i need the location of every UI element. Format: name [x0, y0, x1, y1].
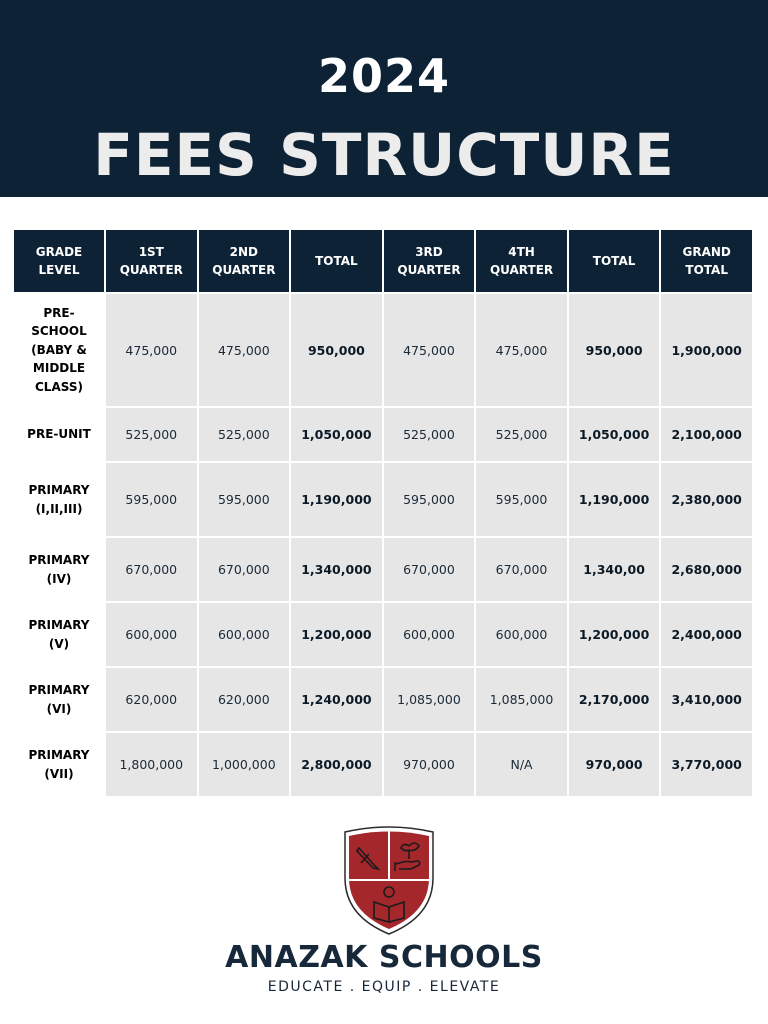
- col-header-total-1: TOTAL: [291, 230, 382, 294]
- grand-total-cell: 2,680,000: [661, 538, 752, 603]
- fees-table: [12, 230, 754, 798]
- total-1-cell: 1,340,000: [291, 538, 382, 603]
- school-name: ANAZAK SCHOOLS: [225, 940, 543, 975]
- q1-cell: 670,000: [106, 538, 197, 603]
- q4-cell: 475,000: [476, 294, 567, 408]
- grade-level-cell: PRIMARY (VII): [14, 733, 104, 798]
- q1-cell: 475,000: [106, 294, 197, 408]
- q1-cell: 620,000: [106, 668, 197, 733]
- page-title: FEES STRUCTURE: [93, 121, 675, 189]
- q2-cell: 525,000: [199, 408, 290, 463]
- total-1-cell: 1,190,000: [291, 463, 382, 538]
- table-row: [14, 603, 752, 668]
- total-1-cell: 1,240,000: [291, 668, 382, 733]
- grade-level-cell: PRIMARY (V): [14, 603, 104, 668]
- col-header-total-2: TOTAL: [569, 230, 660, 294]
- grand-total-cell: 2,380,000: [661, 463, 752, 538]
- q3-cell: 970,000: [384, 733, 475, 798]
- grade-level-cell: PRIMARY (IV): [14, 538, 104, 603]
- total-2-cell: 1,050,000: [569, 408, 660, 463]
- col-header-2nd-quarter: 2ND QUARTER: [199, 230, 290, 294]
- q4-cell: 1,085,000: [476, 668, 567, 733]
- total-1-cell: 1,050,000: [291, 408, 382, 463]
- total-2-cell: 970,000: [569, 733, 660, 798]
- grade-level-cell: PRE- SCHOOL (BABY & MIDDLE CLASS): [14, 294, 104, 408]
- grade-level-cell: PRIMARY (I,II,III): [14, 463, 104, 538]
- q4-cell: 670,000: [476, 538, 567, 603]
- q2-cell: 475,000: [199, 294, 290, 408]
- q3-cell: 600,000: [384, 603, 475, 668]
- table-row: [14, 408, 752, 463]
- table-row: [14, 538, 752, 603]
- col-header-grade-level: GRADE LEVEL: [14, 230, 104, 294]
- total-1-cell: 1,200,000: [291, 603, 382, 668]
- table-row: [14, 733, 752, 798]
- col-header-4th-quarter: 4TH QUARTER: [476, 230, 567, 294]
- col-header-1st-quarter: 1ST QUARTER: [106, 230, 197, 294]
- q3-cell: 475,000: [384, 294, 475, 408]
- q1-cell: 600,000: [106, 603, 197, 668]
- q4-cell: 525,000: [476, 408, 567, 463]
- q1-cell: 595,000: [106, 463, 197, 538]
- total-1-cell: 950,000: [291, 294, 382, 408]
- table-row: [14, 463, 752, 538]
- page-year: 2024: [317, 49, 451, 103]
- grand-total-cell: 3,410,000: [661, 668, 752, 733]
- school-motto: EDUCATE . EQUIP . ELEVATE: [267, 979, 501, 995]
- q4-cell: 595,000: [476, 463, 567, 538]
- total-1-cell: 2,800,000: [291, 733, 382, 798]
- col-header-3rd-quarter: 3RD QUARTER: [384, 230, 475, 294]
- q2-cell: 670,000: [199, 538, 290, 603]
- total-2-cell: 1,200,000: [569, 603, 660, 668]
- q2-cell: 620,000: [199, 668, 290, 733]
- total-2-cell: 2,170,000: [569, 668, 660, 733]
- q4-cell: N/A: [476, 733, 567, 798]
- header-banner: [0, 0, 768, 197]
- q1-cell: 525,000: [106, 408, 197, 463]
- q2-cell: 595,000: [199, 463, 290, 538]
- q2-cell: 1,000,000: [199, 733, 290, 798]
- q1-cell: 1,800,000: [106, 733, 197, 798]
- col-header-grand-total: GRAND TOTAL: [661, 230, 752, 294]
- q2-cell: 600,000: [199, 603, 290, 668]
- grand-total-cell: 2,400,000: [661, 603, 752, 668]
- grand-total-cell: 1,900,000: [661, 294, 752, 408]
- table-header-row: [14, 230, 752, 294]
- q3-cell: 595,000: [384, 463, 475, 538]
- grand-total-cell: 2,100,000: [661, 408, 752, 463]
- table-row: [14, 668, 752, 733]
- total-2-cell: 950,000: [569, 294, 660, 408]
- q3-cell: 670,000: [384, 538, 475, 603]
- q3-cell: 1,085,000: [384, 668, 475, 733]
- table-row: [14, 294, 752, 408]
- school-crest-logo: [341, 826, 437, 936]
- q3-cell: 525,000: [384, 408, 475, 463]
- total-2-cell: 1,340,00: [569, 538, 660, 603]
- grade-level-cell: PRIMARY (VI): [14, 668, 104, 733]
- total-2-cell: 1,190,000: [569, 463, 660, 538]
- grand-total-cell: 3,770,000: [661, 733, 752, 798]
- grade-level-cell: PRE-UNIT: [14, 408, 104, 463]
- q4-cell: 600,000: [476, 603, 567, 668]
